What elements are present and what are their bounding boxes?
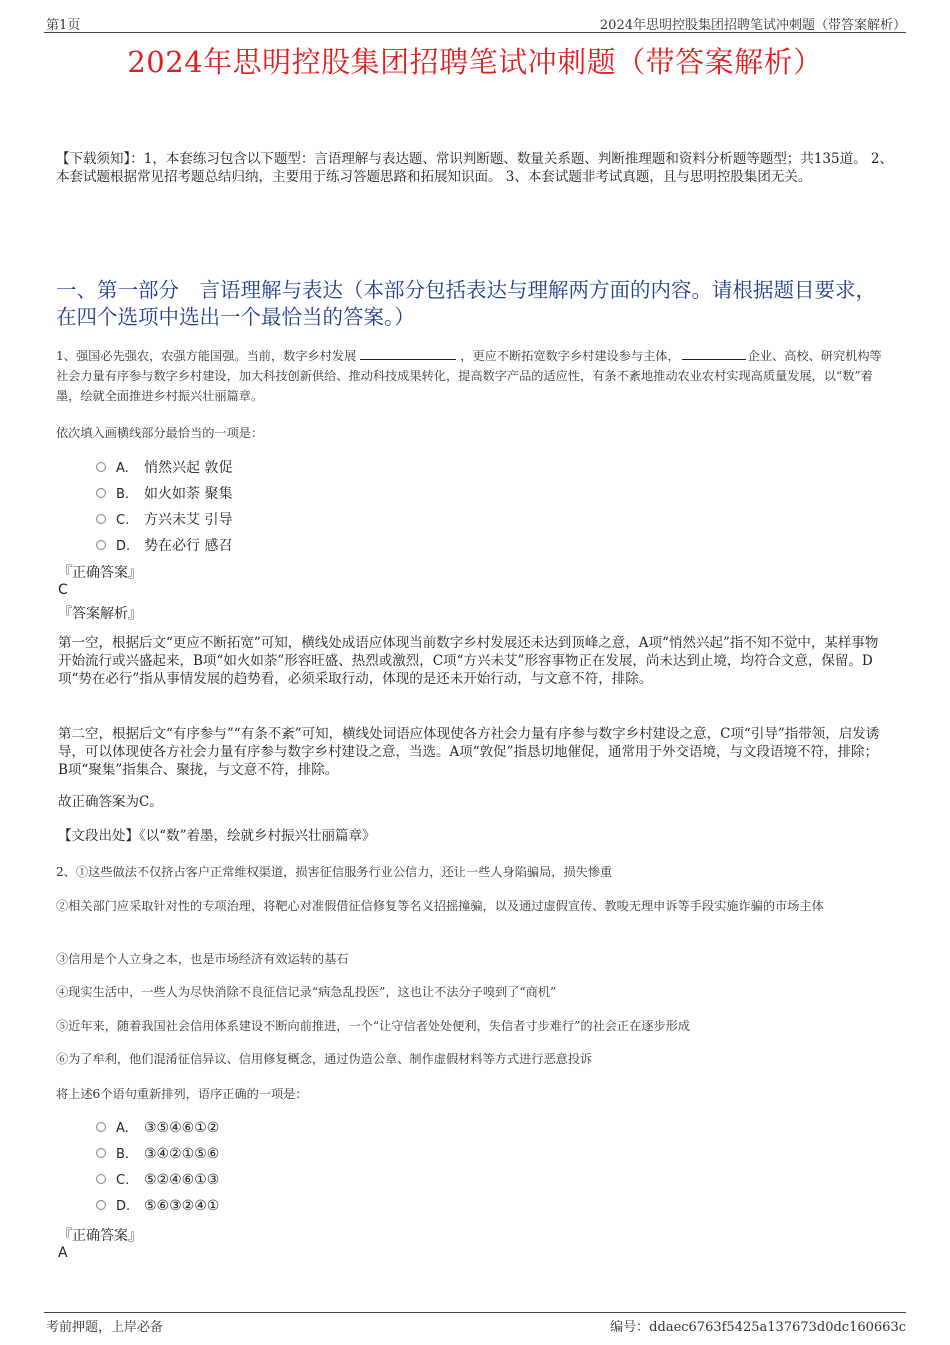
q2-sentence-5: ⑤近年来，随着我国社会信用体系建设不断向前推进，一个“让守信者处处便利，失信者寸步难行”的社会正在逐步形成 xyxy=(56,1019,691,1033)
q1-analysis-paragraph-2: 第二空，根据后文“有序参与”“有条不紊”可知，横线处词语应体现使各方社会力量有序参与数字乡村建设之意，C项“引导”指带领，启发诱导，可以体现使各方社会力量有序参与数字乡村建设之意，当选。A项“敦促”指恳切地催促，通常用于外交语境，与文段语境不符，排除；B项“聚集”指集合、聚拢，与文意不符，排除。 xyxy=(58,726,880,778)
radio-button[interactable] xyxy=(96,1174,106,1184)
q2-sentence-3: ③信用是个人立身之本，也是市场经济有效运转的基石 xyxy=(56,952,349,966)
radio-button[interactable] xyxy=(96,1122,106,1132)
radio-button[interactable] xyxy=(96,488,106,498)
radio-button[interactable] xyxy=(96,514,106,524)
q2-option-b[interactable]: B. ③④②①⑤⑥ xyxy=(96,1146,219,1166)
radio-button[interactable] xyxy=(96,462,106,472)
q2-sentence-2: ②相关部门应采取针对性的专项治理，将靶心对准假借征信修复等名义招摇撞骗，以及通过虚假宣传、教唆无理申诉等手段实施诈骗的市场主体 xyxy=(56,899,824,913)
page-header xyxy=(44,12,906,33)
question-1-prompt: 依次填入画横线部分最恰当的一项是： xyxy=(56,426,264,440)
q2-answer-label: 『正确答案』 xyxy=(58,1228,142,1244)
question-1-stem: 1、强国必先强农，农强方能国强。当前，数字乡村发展 ，更应不断拓宽数字乡村建设参与主体， 企业、高校、研究机构等社会力量有序参与数字乡村建设，加大科技创新供给、推动科技成果转化，提高数字产品的适应性，有条不紊地推动农业农村实现高质量发展，以“数”着墨，绘就全面推进乡村振兴壮丽篇章。 xyxy=(56,349,882,403)
page-number: 第1页 xyxy=(46,18,81,33)
header-doc-title: 2024年思明控股集团招聘笔试冲刺题（带答案解析） xyxy=(599,18,906,33)
q2-option-d[interactable]: D. ⑤⑥③②④① xyxy=(96,1198,219,1218)
document-title: 2024年思明控股集团招聘笔试冲刺题（带答案解析） xyxy=(127,45,823,79)
q1-analysis-paragraph-1: 第一空，根据后文“更应不断拓宽”可知，横线处成语应体现当前数字乡村发展还未达到顶峰之意，A项“悄然兴起”指不知不觉中，某样事物开始流行或兴盛起来，B项“如火如荼”形容旺盛、热烈或激烈，C项“方兴未艾”形容事物正在发展，尚未达到止境，均符合文意，保留。D项“势在必行”指从事情发展的趋势看，必须采取行动，体现的是还未开始行动，与文意不符，排除。 xyxy=(58,635,879,687)
q1-option-d[interactable]: D. 势在必行 感召 xyxy=(96,535,232,555)
q1-option-a[interactable]: A. 悄然兴起 敦促 xyxy=(96,457,232,477)
radio-button[interactable] xyxy=(96,1200,106,1210)
page-footer xyxy=(44,1312,906,1335)
footer-slogan: 考前押题，上岸必备 xyxy=(46,1320,164,1335)
download-notice: 【下载须知】：1，本套练习包含以下题型：言语理解与表达题、常识判断题、数量关系题、判断推理题和资料分析题等题型；共135道。 2、本套试题根据常见招考题总结归纳，主要用于练习答题思路和拓展知识面。 3、本套试题非考试真题，且与思明控股集团无关。 xyxy=(56,151,893,185)
q1-answer-label: 『正确答案』 xyxy=(58,565,142,581)
q2-answer: A xyxy=(58,1245,68,1261)
q1-option-c[interactable]: C. 方兴未艾 引导 xyxy=(96,509,232,529)
q2-sentence-1: 2、①这些做法不仅挤占客户正常维权渠道，损害征信服务行业公信力，还让一些人身陷骗局，损失惨重 xyxy=(56,865,613,879)
q1-option-b[interactable]: B. 如火如荼 聚集 xyxy=(96,483,232,503)
q1-analysis-label: 『答案解析』 xyxy=(58,606,142,622)
q1-source: 【文段出处】《以“数”着墨，绘就乡村振兴壮丽篇章》 xyxy=(58,828,376,844)
q2-option-c[interactable]: C. ⑤②④⑥①③ xyxy=(96,1172,219,1192)
section-title: 一、第一部分 言语理解与表达（本部分包括表达与理解两方面的内容。请根据题目要求，在四个选项中选出一个最恰当的答案。） xyxy=(56,278,876,329)
q2-sentence-4: ④现实生活中，一些人为尽快消除不良征信记录“病急乱投医”，这也让不法分子嗅到了“商机” xyxy=(56,985,557,999)
q2-option-a[interactable]: A. ③⑤④⑥①② xyxy=(96,1120,219,1140)
q2-sentence-6: ⑥为了牟利，他们混淆征信异议、信用修复概念，通过伪造公章、制作虚假材料等方式进行恶意投诉 xyxy=(56,1052,593,1066)
q1-conclusion: 故正确答案为C。 xyxy=(58,794,163,810)
footer-code: 编号：ddaec6763f5425a137673d0dc160663c xyxy=(610,1320,906,1335)
fill-blank-1 xyxy=(360,347,456,360)
q1-answer: C xyxy=(58,582,68,598)
fill-blank-2 xyxy=(682,347,746,360)
radio-button[interactable] xyxy=(96,1148,106,1158)
radio-button[interactable] xyxy=(96,540,106,550)
q2-prompt: 将上述6个语句重新排列，语序正确的一项是： xyxy=(56,1087,308,1101)
